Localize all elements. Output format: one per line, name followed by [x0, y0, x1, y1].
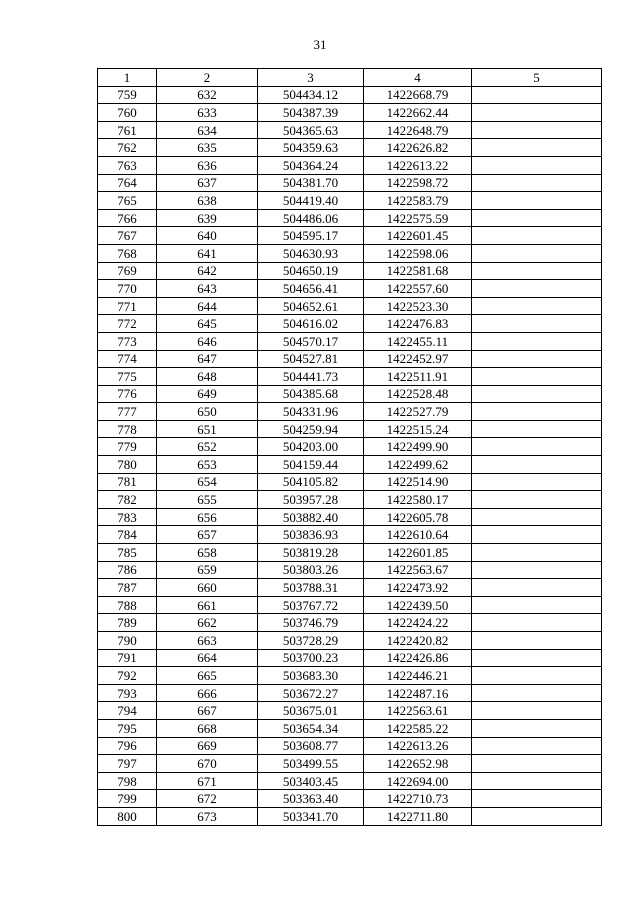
table-cell — [472, 473, 602, 491]
table-row — [98, 807, 602, 825]
table-cell: 636 — [157, 156, 258, 174]
table-cell: 1422487.16 — [364, 684, 472, 702]
table-cell: 660 — [157, 579, 258, 597]
table-cell — [472, 684, 602, 702]
table-body — [98, 86, 602, 825]
table-cell: 1422511.91 — [364, 368, 472, 386]
table-cell: 658 — [157, 544, 258, 562]
table-row — [98, 315, 602, 333]
table-cell — [472, 790, 602, 808]
table-cell: 777 — [98, 403, 157, 421]
table-row — [98, 368, 602, 386]
table-cell: 1422648.79 — [364, 121, 472, 139]
table-row — [98, 332, 602, 350]
table-row — [98, 491, 602, 509]
table-cell: 1422610.64 — [364, 526, 472, 544]
column-header: 4 — [364, 69, 472, 87]
table-cell: 791 — [98, 649, 157, 667]
table-cell: 771 — [98, 297, 157, 315]
table-cell: 1422581.68 — [364, 262, 472, 280]
table-cell: 504385.68 — [258, 385, 364, 403]
table-cell: 503700.23 — [258, 649, 364, 667]
table-cell: 787 — [98, 579, 157, 597]
table-cell — [472, 544, 602, 562]
table-cell — [472, 104, 602, 122]
table-cell: 669 — [157, 737, 258, 755]
table-cell: 796 — [98, 737, 157, 755]
column-header: 3 — [258, 69, 364, 87]
table-cell — [472, 772, 602, 790]
table-cell: 637 — [157, 174, 258, 192]
table-cell — [472, 456, 602, 474]
table-cell: 663 — [157, 632, 258, 650]
table-cell — [472, 579, 602, 597]
table-cell: 504203.00 — [258, 438, 364, 456]
table-cell — [472, 420, 602, 438]
table-cell: 761 — [98, 121, 157, 139]
table-cell: 776 — [98, 385, 157, 403]
table-cell: 657 — [157, 526, 258, 544]
table-row — [98, 684, 602, 702]
table-row — [98, 438, 602, 456]
table-cell: 503654.34 — [258, 719, 364, 737]
table-cell — [472, 385, 602, 403]
table-cell: 772 — [98, 315, 157, 333]
table-cell: 638 — [157, 192, 258, 210]
table-cell — [472, 632, 602, 650]
table-row — [98, 755, 602, 773]
table-cell: 639 — [157, 209, 258, 227]
table-cell: 1422523.30 — [364, 297, 472, 315]
column-header: 2 — [157, 69, 258, 87]
table-cell — [472, 244, 602, 262]
table-cell: 655 — [157, 491, 258, 509]
table-cell: 671 — [157, 772, 258, 790]
table-row — [98, 244, 602, 262]
table-cell: 775 — [98, 368, 157, 386]
table-cell: 503882.40 — [258, 508, 364, 526]
table-cell: 504527.81 — [258, 350, 364, 368]
table-cell: 1422575.59 — [364, 209, 472, 227]
table-cell: 635 — [157, 139, 258, 157]
table-cell: 643 — [157, 280, 258, 298]
table-cell: 1422613.26 — [364, 737, 472, 755]
table-cell: 503819.28 — [258, 544, 364, 562]
table-cell: 504570.17 — [258, 332, 364, 350]
table-cell: 1422499.62 — [364, 456, 472, 474]
table-cell: 504364.24 — [258, 156, 364, 174]
table-row — [98, 121, 602, 139]
table-row — [98, 192, 602, 210]
table-cell — [472, 561, 602, 579]
table-cell — [472, 719, 602, 737]
table-cell: 1422598.06 — [364, 244, 472, 262]
table-cell — [472, 596, 602, 614]
table-cell: 782 — [98, 491, 157, 509]
table-cell: 504365.63 — [258, 121, 364, 139]
table-cell: 656 — [157, 508, 258, 526]
table-cell: 503746.79 — [258, 614, 364, 632]
table-cell: 652 — [157, 438, 258, 456]
table-cell: 1422601.85 — [364, 544, 472, 562]
table-cell: 503767.72 — [258, 596, 364, 614]
table-cell — [472, 491, 602, 509]
table-cell: 768 — [98, 244, 157, 262]
table-row — [98, 473, 602, 491]
table-row — [98, 262, 602, 280]
table-cell: 670 — [157, 755, 258, 773]
table-cell: 764 — [98, 174, 157, 192]
table-row — [98, 667, 602, 685]
table-cell: 762 — [98, 139, 157, 157]
table-cell: 503608.77 — [258, 737, 364, 755]
table-cell — [472, 297, 602, 315]
table-cell: 1422711.80 — [364, 807, 472, 825]
table-cell: 503363.40 — [258, 790, 364, 808]
table-row — [98, 790, 602, 808]
table-cell: 503341.70 — [258, 807, 364, 825]
table-cell — [472, 121, 602, 139]
table-cell — [472, 350, 602, 368]
table-cell: 504381.70 — [258, 174, 364, 192]
table-cell: 651 — [157, 420, 258, 438]
table-row — [98, 719, 602, 737]
table-cell — [472, 807, 602, 825]
table-cell: 661 — [157, 596, 258, 614]
table-cell — [472, 262, 602, 280]
table-row — [98, 385, 602, 403]
table-cell: 784 — [98, 526, 157, 544]
table-cell: 503836.93 — [258, 526, 364, 544]
table-cell: 503499.55 — [258, 755, 364, 773]
table-cell: 1422601.45 — [364, 227, 472, 245]
table-cell: 1422476.83 — [364, 315, 472, 333]
column-header: 5 — [472, 69, 602, 87]
table-row — [98, 227, 602, 245]
table-cell — [472, 86, 602, 104]
table-cell — [472, 614, 602, 632]
table-row — [98, 561, 602, 579]
table-row — [98, 632, 602, 650]
table-cell: 503957.28 — [258, 491, 364, 509]
table-cell: 766 — [98, 209, 157, 227]
table-cell: 1422557.60 — [364, 280, 472, 298]
table-cell — [472, 174, 602, 192]
table-row — [98, 596, 602, 614]
table-cell: 1422652.98 — [364, 755, 472, 773]
table-cell — [472, 755, 602, 773]
table-row — [98, 209, 602, 227]
table-cell: 1422605.78 — [364, 508, 472, 526]
table-cell: 504434.12 — [258, 86, 364, 104]
table-cell: 647 — [157, 350, 258, 368]
table-cell: 759 — [98, 86, 157, 104]
table-cell: 800 — [98, 807, 157, 825]
table-cell: 642 — [157, 262, 258, 280]
table-cell: 503683.30 — [258, 667, 364, 685]
table-cell: 792 — [98, 667, 157, 685]
table-cell — [472, 227, 602, 245]
coordinates-table — [97, 68, 602, 826]
table-cell: 1422613.22 — [364, 156, 472, 174]
table-cell: 504387.39 — [258, 104, 364, 122]
table-cell: 798 — [98, 772, 157, 790]
table-cell — [472, 403, 602, 421]
table-cell — [472, 315, 602, 333]
table-cell: 1422439.50 — [364, 596, 472, 614]
table-cell: 1422668.79 — [364, 86, 472, 104]
table-cell: 504259.94 — [258, 420, 364, 438]
column-header: 1 — [98, 69, 157, 87]
table-cell: 640 — [157, 227, 258, 245]
table-cell: 789 — [98, 614, 157, 632]
table-cell: 781 — [98, 473, 157, 491]
table-cell: 763 — [98, 156, 157, 174]
table-cell: 785 — [98, 544, 157, 562]
table-cell — [472, 508, 602, 526]
table-cell — [472, 156, 602, 174]
table-row — [98, 297, 602, 315]
table-cell: 504650.19 — [258, 262, 364, 280]
table-cell: 650 — [157, 403, 258, 421]
table-cell: 503672.27 — [258, 684, 364, 702]
table-row — [98, 86, 602, 104]
table-cell — [472, 526, 602, 544]
table-cell: 504486.06 — [258, 209, 364, 227]
table-cell — [472, 368, 602, 386]
table-cell: 504105.82 — [258, 473, 364, 491]
table-cell: 1422528.48 — [364, 385, 472, 403]
table-cell: 786 — [98, 561, 157, 579]
table-row — [98, 280, 602, 298]
table-cell: 645 — [157, 315, 258, 333]
table-cell — [472, 737, 602, 755]
table-cell: 632 — [157, 86, 258, 104]
table-cell: 773 — [98, 332, 157, 350]
table-cell: 648 — [157, 368, 258, 386]
table-row — [98, 737, 602, 755]
table-cell: 504630.93 — [258, 244, 364, 262]
table-cell: 794 — [98, 702, 157, 720]
table-cell: 1422514.90 — [364, 473, 472, 491]
table-cell: 1422499.90 — [364, 438, 472, 456]
page-number: 31 — [313, 37, 327, 52]
table-cell: 1422585.22 — [364, 719, 472, 737]
table-cell — [472, 280, 602, 298]
table-cell: 504441.73 — [258, 368, 364, 386]
table-cell: 790 — [98, 632, 157, 650]
table-row — [98, 420, 602, 438]
table-cell: 667 — [157, 702, 258, 720]
table-cell: 783 — [98, 508, 157, 526]
table-cell: 668 — [157, 719, 258, 737]
table-cell: 1422662.44 — [364, 104, 472, 122]
table-cell: 1422626.82 — [364, 139, 472, 157]
table-cell: 662 — [157, 614, 258, 632]
table-cell: 504159.44 — [258, 456, 364, 474]
table-cell — [472, 209, 602, 227]
table-cell: 504595.17 — [258, 227, 364, 245]
table-cell: 1422710.73 — [364, 790, 472, 808]
table-cell — [472, 139, 602, 157]
table-row — [98, 702, 602, 720]
table-cell: 778 — [98, 420, 157, 438]
table-cell: 780 — [98, 456, 157, 474]
table-cell: 788 — [98, 596, 157, 614]
table-cell: 1422420.82 — [364, 632, 472, 650]
table-cell: 649 — [157, 385, 258, 403]
table-cell: 769 — [98, 262, 157, 280]
table-cell: 641 — [157, 244, 258, 262]
table-cell: 504331.96 — [258, 403, 364, 421]
table-cell: 665 — [157, 667, 258, 685]
table-cell: 1422515.24 — [364, 420, 472, 438]
table-cell: 767 — [98, 227, 157, 245]
table-cell: 797 — [98, 755, 157, 773]
table-cell: 793 — [98, 684, 157, 702]
table-cell: 765 — [98, 192, 157, 210]
table-row — [98, 156, 602, 174]
table-row — [98, 544, 602, 562]
table-cell: 503803.26 — [258, 561, 364, 579]
table-cell: 1422694.00 — [364, 772, 472, 790]
table-cell — [472, 649, 602, 667]
table-row — [98, 350, 602, 368]
table-header-row — [98, 69, 602, 87]
table-row — [98, 579, 602, 597]
table-cell: 659 — [157, 561, 258, 579]
table-cell: 1422473.92 — [364, 579, 472, 597]
table-cell: 646 — [157, 332, 258, 350]
table-cell: 760 — [98, 104, 157, 122]
table-cell: 673 — [157, 807, 258, 825]
table-row — [98, 772, 602, 790]
table-cell: 1422583.79 — [364, 192, 472, 210]
table-cell: 503788.31 — [258, 579, 364, 597]
table-row — [98, 649, 602, 667]
table-cell: 504359.63 — [258, 139, 364, 157]
table-row — [98, 526, 602, 544]
table-cell: 644 — [157, 297, 258, 315]
table-row — [98, 614, 602, 632]
table-cell: 633 — [157, 104, 258, 122]
table-cell: 1422426.86 — [364, 649, 472, 667]
table-cell: 672 — [157, 790, 258, 808]
table-row — [98, 403, 602, 421]
table-cell — [472, 332, 602, 350]
table-cell — [472, 438, 602, 456]
table-cell: 666 — [157, 684, 258, 702]
table-cell: 1422424.22 — [364, 614, 472, 632]
table-cell: 504419.40 — [258, 192, 364, 210]
table-row — [98, 174, 602, 192]
table-cell: 779 — [98, 438, 157, 456]
table-cell: 504652.61 — [258, 297, 364, 315]
table-cell: 1422452.97 — [364, 350, 472, 368]
table-cell: 799 — [98, 790, 157, 808]
table-row — [98, 139, 602, 157]
table-cell: 654 — [157, 473, 258, 491]
table-cell: 1422580.17 — [364, 491, 472, 509]
table-cell — [472, 702, 602, 720]
table-cell: 774 — [98, 350, 157, 368]
table-cell: 1422563.67 — [364, 561, 472, 579]
table-cell: 1422563.61 — [364, 702, 472, 720]
table-cell: 1422527.79 — [364, 403, 472, 421]
table-cell: 1422446.21 — [364, 667, 472, 685]
table-cell: 634 — [157, 121, 258, 139]
table-row — [98, 508, 602, 526]
table-cell: 503403.45 — [258, 772, 364, 790]
table-cell — [472, 192, 602, 210]
table-cell: 504656.41 — [258, 280, 364, 298]
table-cell: 795 — [98, 719, 157, 737]
table-cell: 770 — [98, 280, 157, 298]
table-cell: 1422455.11 — [364, 332, 472, 350]
table-row — [98, 104, 602, 122]
table-cell: 664 — [157, 649, 258, 667]
table-cell: 1422598.72 — [364, 174, 472, 192]
table-cell: 503728.29 — [258, 632, 364, 650]
table-cell — [472, 667, 602, 685]
table-cell: 503675.01 — [258, 702, 364, 720]
table-cell: 653 — [157, 456, 258, 474]
table-row — [98, 456, 602, 474]
table-cell: 504616.02 — [258, 315, 364, 333]
